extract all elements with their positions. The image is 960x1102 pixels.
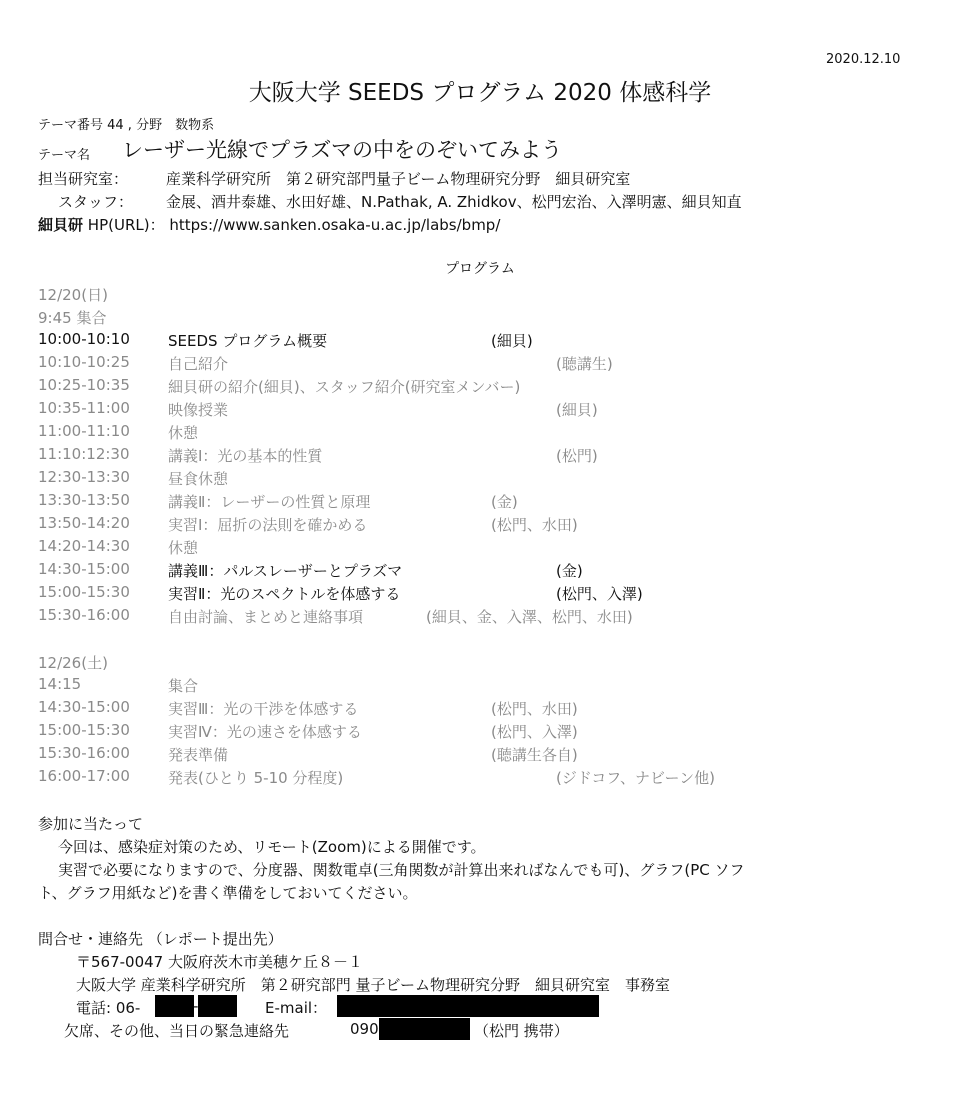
schedule-person: (細貝) bbox=[491, 332, 533, 350]
schedule-time: 14:15 bbox=[38, 675, 82, 693]
contact-org: 大阪大学 産業科学研究所 第２研究部門 量子ビーム物理研究分野 細貝研究室 事務室 bbox=[76, 976, 670, 994]
notes-line: 今回は、感染症対策のため、リモート(Zoom)による開催です。 bbox=[58, 838, 486, 856]
redacted-mobile bbox=[379, 1018, 470, 1040]
schedule-item: 自己紹介 bbox=[168, 355, 229, 373]
schedule-item: 実習Ⅳ：光の速さを体感する bbox=[168, 723, 362, 741]
schedule-time: 10:25-10:35 bbox=[38, 376, 130, 394]
schedule-time: 14:30-15:00 bbox=[38, 698, 130, 716]
redacted-email bbox=[337, 995, 599, 1017]
schedule-person: (松門) bbox=[556, 447, 598, 465]
schedule-person: (松門、水田) bbox=[491, 700, 578, 718]
schedule-time: 11:00-11:10 bbox=[38, 422, 130, 440]
theme-name: レーザー光線でプラズマの中をのぞいてみよう bbox=[122, 138, 562, 162]
staff-label: スタッフ： bbox=[58, 193, 134, 211]
theme-label: テーマ名 bbox=[38, 148, 91, 163]
schedule-item: 実習Ⅱ：光のスペクトルを体感する bbox=[168, 585, 401, 603]
emergency-label: 欠席、その他、当日の緊急連絡先 bbox=[64, 1022, 290, 1040]
schedule-time: 12:30-13:30 bbox=[38, 468, 130, 486]
day2-date: 12/26(土) bbox=[38, 654, 108, 672]
schedule-time: 15:30-16:00 bbox=[38, 744, 130, 762]
schedule-person: (細貝) bbox=[556, 401, 598, 419]
schedule-item: 昼食休憩 bbox=[168, 470, 229, 488]
schedule-time: 11:10:12:30 bbox=[38, 445, 130, 463]
contact-address: 〒567-0047 大阪府茨木市美穂ケ丘８－１ bbox=[76, 953, 363, 971]
day1-date: 12/20(日) bbox=[38, 286, 108, 304]
schedule-item: 実習Ⅰ：屈折の法則を確かめる bbox=[168, 516, 368, 534]
schedule-person: (聴講生各自) bbox=[491, 746, 578, 764]
schedule-person: (松門、入澤) bbox=[556, 585, 643, 603]
schedule-time: 14:30-15:00 bbox=[38, 560, 130, 578]
schedule-person: (松門、入澤) bbox=[491, 723, 578, 741]
schedule-item: 細貝研の紹介(細貝)、スタッフ紹介(研究室メンバー) bbox=[168, 378, 521, 396]
hp-label: HP(URL)： bbox=[83, 216, 165, 234]
notes-line: ト、グラフ用紙など)を書く準備をしておいてください。 bbox=[38, 884, 418, 902]
redacted-phone-part2 bbox=[198, 995, 237, 1017]
schedule-item: 休憩 bbox=[168, 539, 199, 557]
schedule-time: 10:00-10:10 bbox=[38, 330, 130, 348]
schedule-item: 講義Ⅲ：パルスレーザーとプラズマ bbox=[168, 562, 403, 580]
lab-label: 担当研究室： bbox=[38, 170, 129, 188]
schedule-person: (松門、水田) bbox=[491, 516, 578, 534]
schedule-person: (ジドコフ、ナビーン他) bbox=[556, 769, 716, 787]
schedule-time: 10:35-11:00 bbox=[38, 399, 130, 417]
staff-value: 金展、酒井泰雄、水田好雄、N.Pathak, A. Zhidkov、松門宏治、入澤明憲、細貝知直 bbox=[166, 193, 742, 211]
schedule-item: 映像授業 bbox=[168, 401, 229, 419]
schedule-person: (細貝、金、入澤、松門、水田) bbox=[426, 608, 633, 626]
schedule-item: 実習Ⅲ：光の干渉を体感する bbox=[168, 700, 359, 718]
hp-label-bold: 細貝研 bbox=[38, 216, 84, 234]
schedule-item: 自由討論、まとめと連絡事項 bbox=[168, 608, 364, 626]
lab-value: 産業科学研究所 第２研究部門量子ビーム物理研究分野 細貝研究室 bbox=[166, 170, 631, 188]
schedule-time: 13:30-13:50 bbox=[38, 491, 130, 509]
schedule-item: 休憩 bbox=[168, 424, 199, 442]
schedule-time: 15:00-15:30 bbox=[38, 583, 130, 601]
schedule-time: 13:50-14:20 bbox=[38, 514, 130, 532]
document-date: 2020.12.10 bbox=[826, 52, 901, 67]
notes-heading: 参加に当たって bbox=[38, 815, 144, 833]
schedule-person: (金) bbox=[556, 562, 583, 580]
emergency-prefix: 090 bbox=[350, 1020, 379, 1038]
schedule-time: 15:30-16:00 bbox=[38, 606, 130, 624]
schedule-item: 発表準備 bbox=[168, 746, 229, 764]
hp-url[interactable]: https://www.sanken.osaka-u.ac.jp/labs/bmp/ bbox=[169, 216, 501, 234]
phone-dash: - bbox=[193, 997, 199, 1015]
schedule-person: (聴講生) bbox=[556, 355, 613, 373]
email-label: E-mail： bbox=[265, 999, 328, 1017]
hp-line bbox=[38, 214, 500, 235]
emergency-suffix: （松門 携帯） bbox=[474, 1022, 569, 1040]
schedule-item: SEEDS プログラム概要 bbox=[168, 332, 328, 350]
redacted-phone-part1 bbox=[155, 995, 194, 1017]
schedule-item: 講義Ⅰ：光の基本的性質 bbox=[168, 447, 323, 465]
schedule-time: 15:00-15:30 bbox=[38, 721, 130, 739]
day1-gather: 9:45 集合 bbox=[38, 309, 107, 327]
schedule-time: 14:20-14:30 bbox=[38, 537, 130, 555]
phone-label: 電話: 06- bbox=[76, 999, 141, 1017]
schedule-time: 16:00-17:00 bbox=[38, 767, 130, 785]
schedule-person: (金) bbox=[491, 493, 518, 511]
notes-line: 実習で必要になりますので、分度器、関数電卓(三角関数が計算出来ればなんでも可)、グラフ(PC ソフ bbox=[58, 861, 745, 879]
theme-number: テーマ番号 44 , 分野 数物系 bbox=[38, 118, 215, 133]
contact-heading: 問合せ・連絡先 （レポート提出先） bbox=[38, 930, 283, 948]
document-title: 大阪大学 SEEDS プログラム 2020 体感科学 bbox=[248, 80, 712, 106]
schedule-item: 講義Ⅱ：レーザーの性質と原理 bbox=[168, 493, 371, 511]
schedule-item: 集合 bbox=[168, 677, 199, 695]
schedule-item: 発表(ひとり 5-10 分程度) bbox=[168, 769, 344, 787]
schedule-time: 10:10-10:25 bbox=[38, 353, 130, 371]
program-heading: プログラム bbox=[445, 261, 515, 277]
